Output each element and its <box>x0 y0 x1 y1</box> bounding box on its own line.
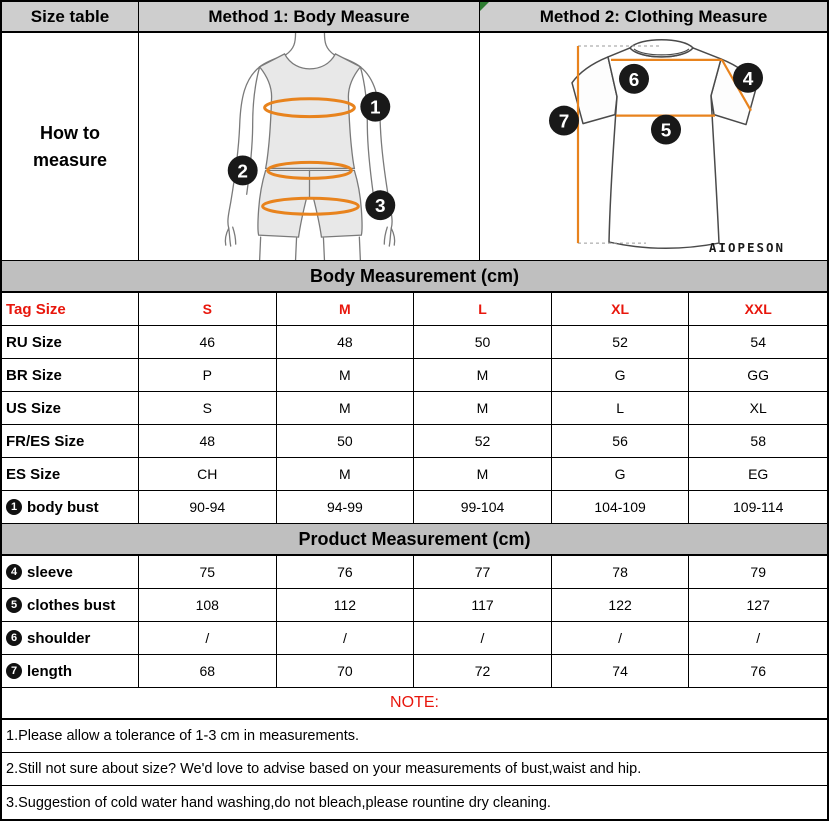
size-value-cell: M <box>414 458 552 490</box>
size-value-cell: 94-99 <box>277 491 415 523</box>
row-label-text: FR/ES Size <box>6 432 85 450</box>
row-label-text: BR Size <box>6 366 62 384</box>
size-value-cell: 52 <box>552 326 690 358</box>
top-header-row <box>2 2 827 33</box>
tshirt-icon <box>480 33 827 260</box>
row-label-text: sleeve <box>27 563 73 581</box>
table-row <box>2 425 827 458</box>
row-label <box>2 655 139 687</box>
marker-7-icon: 7 <box>558 111 570 133</box>
size-value-cell: 76 <box>750 663 766 679</box>
body-figure-illustration <box>139 33 480 260</box>
size-value-cell: 48 <box>277 326 415 358</box>
size-value-cell: 70 <box>277 655 415 687</box>
row-label-text: Tag Size <box>6 300 66 318</box>
row-label-text: body bust <box>27 498 99 516</box>
note-item: 2.Still not sure about size? We'd love to advise based on your measurements of bust,waist and hip. <box>2 753 827 786</box>
size-value-cell: / <box>139 622 277 654</box>
size-value-cell: G <box>552 458 690 490</box>
size-value-cell: CH <box>139 458 277 490</box>
marker-1-icon: 1 <box>6 499 22 515</box>
row-label-text: shoulder <box>27 629 91 647</box>
row-label-text: clothes bust <box>27 596 116 614</box>
size-value-cell: 76 <box>277 556 415 588</box>
size-value-cell: 79 <box>750 564 766 580</box>
size-value-cell: 77 <box>414 556 552 588</box>
method2-header <box>480 2 827 31</box>
size-value-cell: 68 <box>139 655 277 687</box>
body-figure-icon <box>139 33 479 260</box>
marker-4-icon: 4 <box>742 68 754 90</box>
table-row <box>2 556 827 589</box>
product-measurement-title: Product Measurement (cm) <box>2 524 827 556</box>
product-measurement-table <box>2 556 827 688</box>
size-value-cell: 90-94 <box>139 491 277 523</box>
size-value-cell: P <box>139 359 277 391</box>
row-label <box>2 392 139 424</box>
clothing-figure-illustration <box>480 33 827 260</box>
size-value-cell: G <box>552 359 690 391</box>
body-measurement-table <box>2 293 827 524</box>
table-row <box>2 359 827 392</box>
size-value-cell: EG <box>748 466 769 482</box>
size-value-cell: M <box>277 293 415 325</box>
marker-7-icon: 7 <box>6 663 22 679</box>
size-value-cell: 56 <box>552 425 690 457</box>
size-value-cell: 117 <box>414 589 552 621</box>
size-value-cell: XXL <box>744 301 772 317</box>
table-row <box>2 491 827 524</box>
marker-5-icon: 5 <box>660 120 672 142</box>
size-value-cell: 104-109 <box>552 491 690 523</box>
size-value-cell: 112 <box>277 589 415 621</box>
size-table-header: Size table <box>2 2 139 31</box>
method1-header: Method 1: Body Measure <box>139 2 480 31</box>
size-value-cell: 78 <box>552 556 690 588</box>
marker-6-icon: 6 <box>628 69 640 91</box>
body-measurement-title: Body Measurement (cm) <box>2 261 827 293</box>
brand-text: AIOPESON <box>708 240 786 256</box>
row-label <box>2 293 139 325</box>
how-to-measure-label: How to measure <box>2 33 139 260</box>
table-row <box>2 326 827 359</box>
size-value-cell: / <box>414 622 552 654</box>
size-value-cell: S <box>139 293 277 325</box>
size-value-cell: / <box>552 622 690 654</box>
row-label-text: length <box>27 662 72 680</box>
size-value-cell: 46 <box>139 326 277 358</box>
size-value-cell: 109-114 <box>733 499 784 515</box>
row-label-text: US Size <box>6 399 62 417</box>
size-value-cell: M <box>414 392 552 424</box>
row-label-text: RU Size <box>6 333 62 351</box>
size-value-cell: XL <box>552 293 690 325</box>
size-value-cell: M <box>277 458 415 490</box>
method2-header-label: Method 2: Clothing Measure <box>539 6 768 26</box>
marker-3-icon: 3 <box>375 196 386 218</box>
notes-list <box>2 720 827 819</box>
table-row <box>2 392 827 425</box>
size-value-cell: 74 <box>552 655 690 687</box>
note-item: 3.Suggestion of cold water hand washing,do not bleach,please rountine dry cleaning. <box>6 794 551 811</box>
marker-2-icon: 2 <box>237 161 248 183</box>
table-row <box>2 589 827 622</box>
size-value-cell: 127 <box>746 597 770 613</box>
row-label <box>2 491 139 523</box>
row-label <box>2 556 139 588</box>
size-value-cell: XL <box>749 400 767 416</box>
marker-4-icon: 4 <box>6 564 22 580</box>
size-value-cell: L <box>414 293 552 325</box>
illustration-row <box>2 33 827 261</box>
table-row <box>2 293 827 326</box>
size-value-cell: 75 <box>139 556 277 588</box>
cell-comment-marker-icon <box>480 2 489 11</box>
size-value-cell: L <box>552 392 690 424</box>
size-value-cell: S <box>139 392 277 424</box>
size-value-cell: 50 <box>277 425 415 457</box>
size-value-cell: 48 <box>139 425 277 457</box>
row-label <box>2 425 139 457</box>
size-value-cell: GG <box>747 367 770 383</box>
size-value-cell: M <box>277 359 415 391</box>
size-value-cell: 52 <box>414 425 552 457</box>
size-value-cell: / <box>756 630 761 646</box>
size-value-cell: 54 <box>750 334 766 350</box>
size-value-cell: 108 <box>139 589 277 621</box>
table-row <box>2 458 827 491</box>
table-row <box>2 655 827 688</box>
row-label <box>2 458 139 490</box>
row-label <box>2 622 139 654</box>
marker-1-icon: 1 <box>370 97 381 119</box>
size-value-cell: 58 <box>750 433 766 449</box>
row-label <box>2 589 139 621</box>
marker-6-icon: 6 <box>6 630 22 646</box>
size-value-cell: M <box>414 359 552 391</box>
note-item: 1.Please allow a tolerance of 1-3 cm in measurements. <box>2 720 827 753</box>
size-value-cell: M <box>277 392 415 424</box>
note-title: NOTE: <box>2 688 827 720</box>
size-value-cell: 50 <box>414 326 552 358</box>
size-value-cell: / <box>277 622 415 654</box>
table-row <box>2 622 827 655</box>
size-value-cell: 122 <box>552 589 690 621</box>
marker-5-icon: 5 <box>6 597 22 613</box>
row-label <box>2 359 139 391</box>
size-value-cell: 72 <box>414 655 552 687</box>
row-label <box>2 326 139 358</box>
row-label-text: ES Size <box>6 465 61 483</box>
size-value-cell: 99-104 <box>414 491 552 523</box>
